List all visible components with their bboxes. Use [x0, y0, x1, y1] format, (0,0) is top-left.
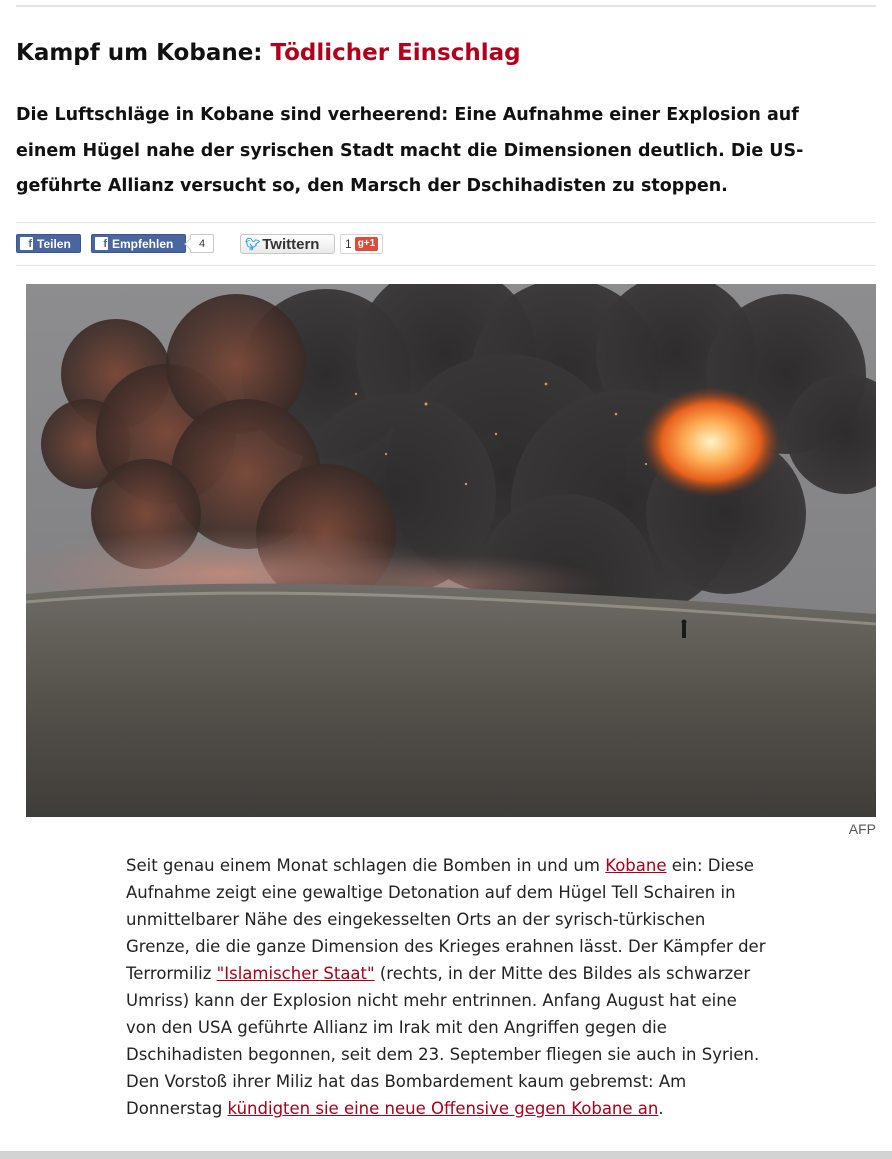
twitter-tweet-label: Twittern [262, 235, 320, 253]
body-text-segment: (rechts, in der Mitte des Bildes als schwarzer Umriss) kann der Explosion nicht mehr entrinnen. Anfang August hat eine von den USA geführte Allianz im Irak mit den Angriffen gegen die Dschihadisten begonnen, seit dem 23. September fliegen sie auch in Syrien. Den Vorstoß ihrer Miliz hat das Bombardement kaum gebremst: Am Donnerstag [126, 964, 760, 1118]
body-text-segment: Seit genau einem Monat schlagen die Bomben in und um [126, 856, 606, 875]
facebook-recommend-button[interactable] [91, 234, 186, 253]
page-bottom-bar [0, 1151, 892, 1159]
twitter-tweet-button[interactable] [240, 234, 335, 254]
article-body [126, 852, 766, 1122]
facebook-recommend-count: 4 [190, 234, 214, 253]
top-divider [16, 5, 876, 7]
share-bar-top-divider [16, 222, 876, 223]
photo-credit: AFP [848, 821, 876, 837]
facebook-share-label: Teilen [37, 236, 71, 251]
facebook-icon: f [95, 237, 108, 250]
share-bar-bottom-divider [16, 265, 876, 266]
article-intro: Die Luftschläge in Kobane sind verheerend: Eine Aufnahme einer Explosion auf einem Hügel nahe der syrischen Stadt macht die Dimensionen deutlich. Die US-geführte Allianz versucht so, den Marsch der Dschihadisten zu stoppen. [16, 105, 804, 196]
islamischer-staat-link[interactable]: "Islamischer Staat" [216, 964, 375, 983]
headline-title: Tödlicher Einschlag [270, 40, 521, 66]
explosion-photo-illustration [26, 284, 876, 817]
offensive-link[interactable]: kündigten sie eine neue Offensive gegen Kobane an [227, 1099, 659, 1118]
facebook-icon: f [20, 237, 33, 250]
facebook-recommend-label: Empfehlen [112, 236, 174, 251]
article-photo[interactable] [26, 284, 876, 817]
google-plus-button[interactable] [340, 234, 383, 254]
article-headline [16, 38, 876, 68]
twitter-bird-icon: 🐦︎ [245, 237, 261, 251]
facebook-share-button[interactable] [16, 234, 81, 253]
google-plus-count: 1 [345, 237, 352, 251]
headline-kicker: Kampf um Kobane: [16, 40, 263, 66]
body-text-segment: . [658, 1099, 664, 1118]
google-plus-icon: g+1 [355, 237, 379, 251]
body-text-segment: ein: Diese Aufnahme zeigt eine gewaltige Detonation auf dem Hügel Tell Schairen in unmittelbarer Nähe des eingekesselten Orts an der syrisch-türkischen Grenze, die die ganze Dimension des Krieges erahnen lässt. Der Kämpfer der Terrormiliz [126, 856, 766, 983]
kobane-link[interactable]: Kobane [605, 856, 667, 875]
